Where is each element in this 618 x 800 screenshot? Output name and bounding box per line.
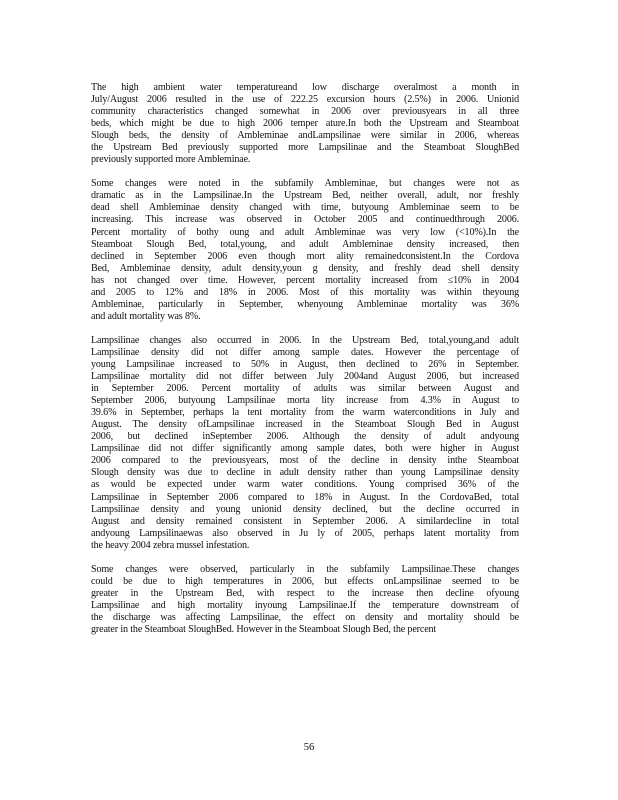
paragraph-3 <box>91 335 519 552</box>
text-line: Some changes were observed, particularly in the subfamily Lampsilinae.These changes <box>91 563 519 575</box>
text-line: Steamboat Slough Bed, total,young, and adult Ambleminae density increased, then <box>91 238 519 250</box>
text-line: dramatic as in the Lampsilinae.In the Upstream Bed, neither overall, adult, nor freshly <box>91 190 519 202</box>
text-line: Lampsilinae mortality did not differ between July 2004and August 2006, but increased <box>91 371 519 383</box>
text-line: August and density remained consistent in September 2006. A similardecline in total <box>91 515 519 527</box>
text-line: Lampsilinae density and young unionid density declined, but the decline occurred in <box>91 503 519 515</box>
text-line: greater in the Upstream Bed, with respect to the increase then decline ofyoung <box>91 587 519 599</box>
text-line: Lampsilinae in September 2006 compared to 18% in August. In the CordovaBed, total <box>91 491 519 503</box>
text-line: declined in September 2006 even though mort ality remainedconsistent.In the Cordova <box>91 250 519 262</box>
paragraph-2 <box>91 178 519 323</box>
text-line: Lampsilinae density did not differ among sample dates. However the percentage of <box>91 346 519 358</box>
text-line: July/August 2006 resulted in the use of 222.25 excursion hours (2.5%) in 2006. Unionid <box>91 94 519 106</box>
text-line: dead shell Ambleminae density changed with time, butyoung Ambleminae seem to be <box>91 202 519 214</box>
paragraph-1 <box>91 82 519 166</box>
text-line: has not changed over time. However, percent mortality increased from ≤10% in 2004 <box>91 274 519 286</box>
text-line: Some changes were noted in the subfamily Ambleminae, but changes were not as <box>91 178 519 190</box>
body-text <box>91 82 519 648</box>
text-line: 2006, but declined inSeptember 2006. Although the density of adult andyoung <box>91 431 519 443</box>
text-line: The high ambient water temperatureand low discharge overalmost a month in <box>91 82 519 93</box>
text-line: greater in the Steamboat SloughBed. However in the Steamboat Slough Bed, the percent <box>91 623 437 635</box>
text-line: the discharge was affecting Lampsilinae, the effect on density and mortality should be <box>91 611 519 623</box>
text-line: 2006 compared to the previousyears, most of the decline in density inthe Steamboat <box>91 455 519 467</box>
page-number: 56 <box>303 742 315 753</box>
text-line: increasing. This increase was observed in October 2005 and continuedthrough 2006. <box>91 214 519 226</box>
text-line: in September 2006. Percent mortality of adults was similar between August and <box>91 383 519 395</box>
text-line: and 2005 to 12% and 18% in 2006. Most of this mortality was within theyoung <box>91 286 519 298</box>
text-line: September 2006, butyoung Lampsilinae morta lity increase from 4.3% in August to <box>91 395 519 407</box>
text-line: and adult mortality was 8%. <box>91 310 201 322</box>
text-line: beds, which might be due to high 2006 temper ature.In both the Upstream and Steamboat <box>91 118 519 130</box>
text-line: Lampsilinae did not differ significantly among sample dates, both were higher in August <box>91 443 519 455</box>
text-line: young Lampsilinae increased to 50% in August, then declined to 26% in September. <box>91 358 519 370</box>
text-line: Lampsilinae and high mortality inyoung Lampsilinae.If the temperature downstream of <box>91 599 519 611</box>
text-line: the Upstream Bed previously supported more Lampsilinae and the Steamboat SloughBed <box>91 142 519 154</box>
text-line: previously supported more Ambleminae. <box>91 154 251 166</box>
text-line: as would be expected under warm water conditions. Young comprised 36% of the <box>91 479 519 491</box>
text-line: could be due to high temperatures in 2006, but effects onLampsilinae seemed to be <box>91 575 519 587</box>
paragraph-4 <box>91 564 519 636</box>
text-line: Bed, Ambleminae density, adult density,youn g density, and freshly dead shell density <box>91 262 519 274</box>
text-line: andyoung Lampsilinaewas also observed in Ju ly of 2005, perhaps latent mortality from <box>91 527 519 539</box>
text-line: Slough beds, the density of Ambleminae andLampsilinae were similar in 2006, whereas <box>91 130 519 142</box>
text-line: Lampsilinae changes also occurred in 2006. In the Upstream Bed, total,young,and adult <box>91 334 519 346</box>
text-line: Ambleminae, particularly in September, whenyoung Ambleminae mortality was 36% <box>91 298 519 310</box>
text-line: 39.6% in September, perhaps la tent mortality from the warm waterconditions in July and <box>91 407 519 419</box>
text-line: the heavy 2004 zebra mussel infestation. <box>91 539 250 551</box>
text-line: Slough density was due to decline in adult density rather than young Lampsilinae density <box>91 467 519 479</box>
text-line: Percent mortality of bothy oung and adult Ambleminae was very low (<10%).In the <box>91 226 519 238</box>
text-line: community characteristics changed somewhat in 2006 over previousyears in all three <box>91 106 519 118</box>
text-line: August. The density ofLampsilinae increased in the Steamboat Slough Bed in August <box>91 419 519 431</box>
